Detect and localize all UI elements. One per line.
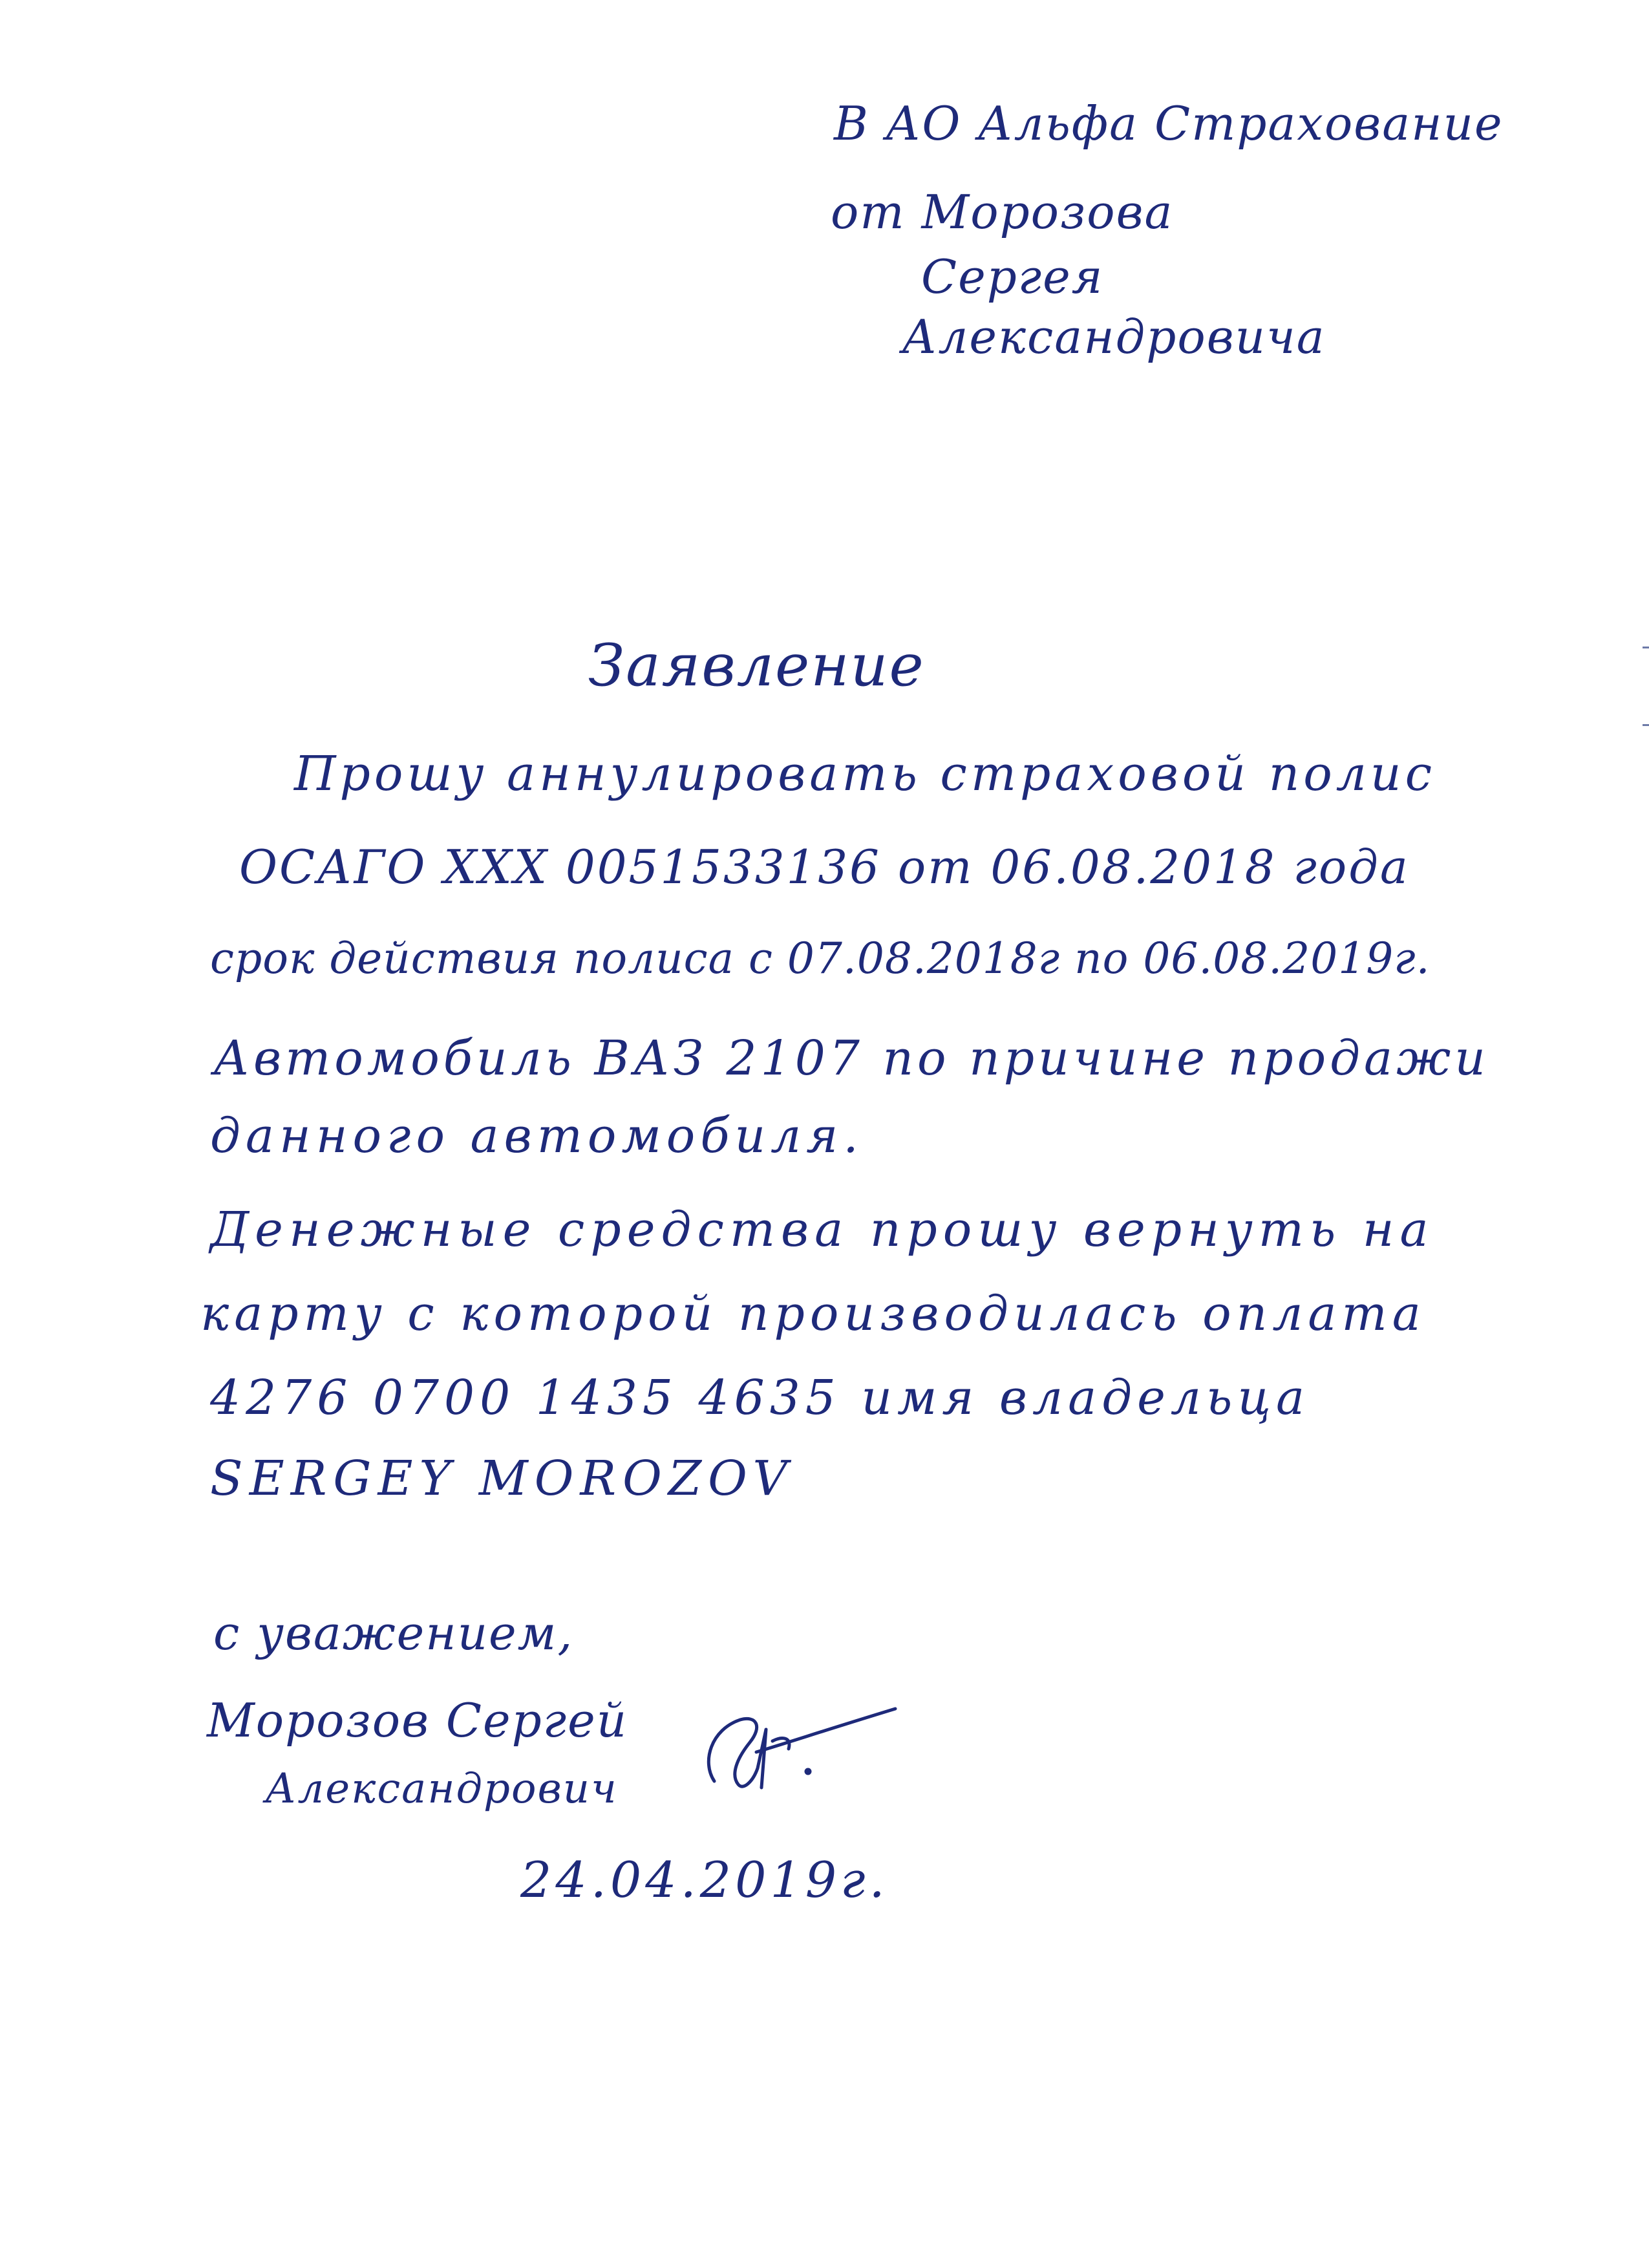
signer-name: Морозов Сергей (207, 1693, 628, 1748)
body-line-1: Прошу аннулировать страховой полис (294, 746, 1436, 802)
body-line-9: SERGEY MOROZOV (210, 1451, 794, 1506)
closing-regards: с уважением, (213, 1606, 574, 1660)
sender-name: Сергея (921, 250, 1104, 304)
sender-patronymic: Александровича (902, 310, 1326, 364)
body-line-8: 4276 0700 1435 4635 имя владельца (210, 1370, 1310, 1426)
body-line-4: Автомобиль ВАЗ 2107 по причине продажи (213, 1031, 1489, 1086)
body-line-5: данного автомобиля. (210, 1108, 864, 1164)
handwritten-signature (685, 1691, 905, 1807)
scan-edge-mark (1643, 647, 1649, 648)
scan-edge-mark (1643, 724, 1649, 726)
document-date: 24.04.2019г. (520, 1851, 889, 1909)
sender-surname: от Морозова (831, 185, 1174, 239)
document-title: Заявление (588, 632, 925, 700)
body-line-7: карту с которой производилась оплата (200, 1286, 1426, 1342)
body-line-2: ОСАГО ХХХ 0051533136 от 06.08.2018 года (239, 840, 1410, 894)
addressee-line: В АО Альфа Страхование (834, 96, 1504, 151)
body-line-3: срок действия полиса с 07.08.2018г по 06.08.2019г. (210, 934, 1431, 983)
signer-patronymic: Александрович (265, 1765, 618, 1813)
body-line-6: Денежные средства прошу вернуть на (210, 1202, 1434, 1257)
